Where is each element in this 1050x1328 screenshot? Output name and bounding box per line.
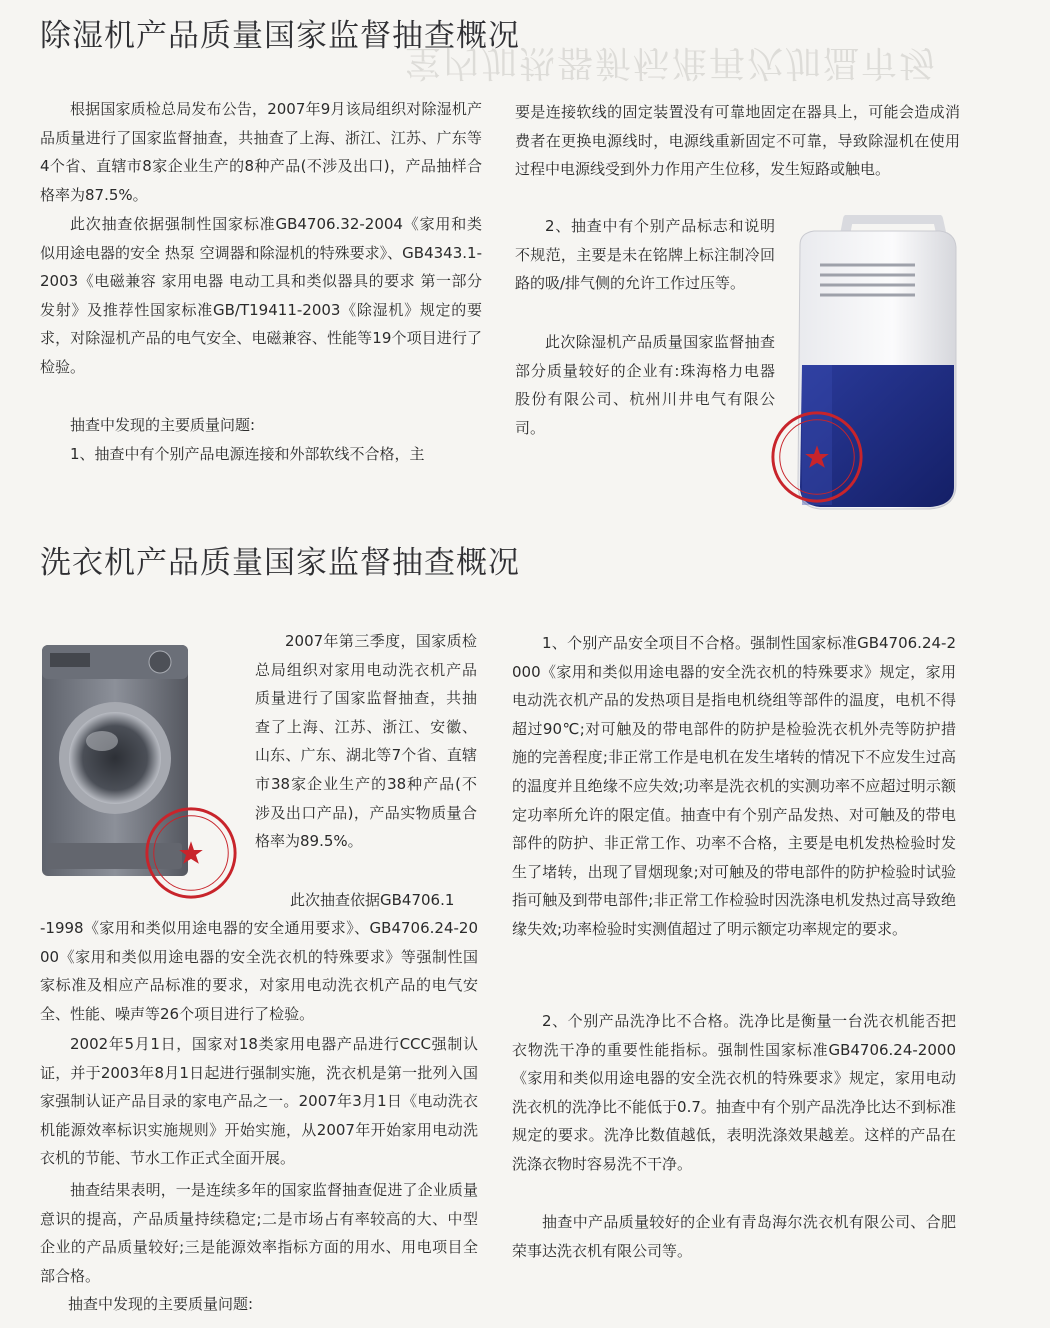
article-title-washing-machine: 洗衣机产品质量国家监督抽查概况	[40, 545, 520, 581]
dehumidifier-intro-paragraph: 根据国家质检总局发布公告，2007年9月该局组织对除湿机产品质量进行了国家监督抽查，共抽查了上海、浙江、江苏、广东等4个省、直辖市8家企业生产的8种产品(不涉及出口)，产品抽样合格率为87.5%。	[40, 100, 482, 204]
bleed-through-title: 室内加热器新标准再次加温市场	[405, 42, 938, 83]
washer-standards-start: 此次抽查依据GB4706.1	[290, 891, 455, 909]
quality-seal-stamp	[142, 804, 240, 902]
washer-intro-paragraph: 2007年第三季度，国家质检总局组织对家用电动洗衣机产品质量进行了国家监督抽查，共抽查了上海、江苏、浙江、安徽、山东、广东、湖北等7个省、直辖市38家企业生产的38种产品(不涉及出口产品)，产品实物质量合格率为89.5%。	[255, 632, 477, 851]
washer-good-companies: 抽查中产品质量较好的企业有青岛海尔洗衣机有限公司、合肥荣事达洗衣机有限公司等。	[512, 1213, 956, 1260]
article-title-dehumidifier: 除湿机产品质量国家监督抽查概况	[40, 18, 520, 54]
dehumidifier-standards-paragraph: 此次抽查依据强制性国家标准GB4706.32-2004《家用和类似用途电器的安全 热泵 空调器和除湿机的特殊要求》、GB4343.1-2003《电磁兼容 家用电器 电动工具和类似器具的要求 第一部分 发射》及推荐性国家标准GB/T19411-2003《除湿机》规定的要求，对除湿机产品的电气安全、电磁兼容、性能等19个项目进行了检验。	[40, 215, 482, 376]
dehumidifier-good-companies: 此次除湿机产品质量国家监督抽查部分质量较好的企业有:珠海格力电器股份有限公司、杭州川井电气有限公司。	[515, 333, 775, 437]
quality-seal-stamp	[768, 408, 866, 506]
dehumidifier-problem-1-start: 1、抽查中有个别产品电源连接和外部软线不合格，主	[70, 445, 425, 463]
washer-problem-2: 2、个别产品洗净比不合格。洗净比是衡量一台洗衣机能否把衣物洗干净的重要性能指标。强制性国家标准GB4706.24-2000《家用和类似用途电器的安全洗衣机的特殊要求》规定，家用电动洗衣机的洗净比不能低于0.7。抽查中有个别产品洗净比达不到标准规定的要求。洗净比数值越低，表明洗涤效果越差。这样的产品在洗涤衣物时容易洗不干净。	[512, 1012, 956, 1173]
washer-problem-1: 1、个别产品安全项目不合格。强制性国家标准GB4706.24-2000《家用和类似用途电器的安全洗衣机的特殊要求》规定，家用电动洗衣机产品的发热项目是指电机绕组等部件的温度，电机不得超过90℃;对可触及的带电部件的防护是检验洗衣机外壳等防护措施的完善程度;非正常工作是电机在发生堵转的情况下不应发生过高的温度并且绝缘不应失效;功率是洗衣机的实测功率不应超过明示额定功率所允许的限定值。抽查中有个别产品发热、对可触及的带电部件的防护、非正常工作、功率不合格，主要是电机发热检验时发生了堵转，出现了冒烟现象;对可触及的带电部件的防护检验时试验指可触及到带电部件;非正常工作检验时因洗涤电机发热过高导致绝缘失效;功率检验时实测值超过了明示额定功率规定的要求。	[512, 634, 956, 938]
dehumidifier-problem-1-continued: 要是连接软线的固定装置没有可靠地固定在器具上，可能会造成消费者在更换电源线时，电源线重新固定不可靠，导致除湿机在使用过程中电源线受到外力作用产生位移，发生短路或触电。	[515, 103, 960, 179]
dehumidifier-problem-2: 2、抽查中有个别产品标志和说明不规范，主要是未在铭牌上标注制冷回路的吸/排气侧的允许工作过压等。	[515, 217, 775, 293]
washer-standards-paragraph: -1998《家用和类似用途电器的安全通用要求》、GB4706.24-2000《家用和类似用途电器的安全洗衣机的特殊要求》等强制性国家标准及相应产品标准的要求，对家用电动洗衣机产品的电气安全、性能、噪声等26个项目进行了检验。	[40, 919, 478, 1023]
washer-ccc-paragraph: 2002年5月1日，国家对18类家用电器产品进行CCC强制认证，并于2003年8月1日起进行强制实施，洗衣机是第一批列入国家强制认证产品目录的家电产品之一。2007年3月1日《电动洗衣机能源效率标识实施规则》开始实施，从2007年开始家用电动洗衣机的节能、节水工作正式全面开展。	[40, 1035, 478, 1168]
washer-problems-heading: 抽查中发现的主要质量问题:	[68, 1295, 254, 1313]
washer-results-paragraph: 抽查结果表明，一是连续多年的国家监督抽查促进了企业质量意识的提高，产品质量持续稳定;二是市场占有率较高的大、中型企业的产品质量较好;三是能源效率指标方面的用水、用电项目全部合格。	[40, 1181, 478, 1285]
dehumidifier-problems-heading: 抽查中发现的主要质量问题:	[70, 416, 256, 434]
